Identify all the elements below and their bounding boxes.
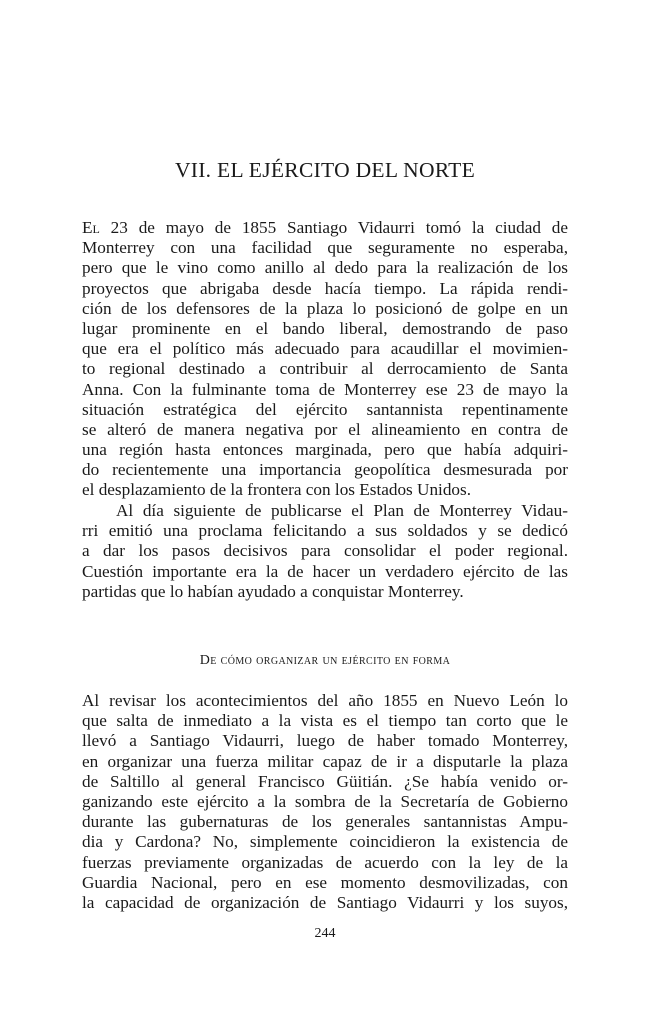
text-line: dia y Cardona? No, simplemente coincidieron la existencia de bbox=[82, 832, 568, 852]
text-line: a dar los pasos decisivos para consolidar el poder regional. bbox=[82, 541, 568, 561]
text-line: ción de los defensores de la plaza lo posicionó de golpe en un bbox=[82, 298, 568, 318]
text-line: fuerzas previamente organizadas de acuerdo con la ley de la bbox=[82, 852, 568, 872]
paragraph-2 bbox=[82, 501, 568, 602]
text-line: to regional destinado a contribuir al derrocamiento de Santa bbox=[82, 359, 568, 379]
text-line: Guardia Nacional, pero en ese momento desmovilizadas, con bbox=[82, 872, 568, 892]
text-line: situación estratégica del ejército santannista repentinamente bbox=[82, 399, 568, 419]
text-line: pero que le vino como anillo al dedo para la realización de los bbox=[82, 258, 568, 278]
text-line: Monterrey con una facilidad que seguramente no esperaba, bbox=[82, 238, 568, 258]
page-number: 244 bbox=[314, 926, 336, 941]
text-line: en organizar una fuerza militar capaz de ir a disputarle la plaza bbox=[82, 751, 568, 771]
text-line: Anna. Con la fulminante toma de Monterrey ese 23 de mayo la bbox=[82, 379, 568, 399]
text-line: partidas que lo habían ayudado a conquistar Monterrey. bbox=[82, 581, 464, 601]
text-line: llevó a Santiago Vidaurri, luego de haber tomado Monterrey, bbox=[82, 731, 568, 751]
text-line: lugar prominente en el bando liberal, demostrando de paso bbox=[82, 318, 568, 338]
chapter-title: VII. EL EJÉRCITO DEL NORTE bbox=[174, 158, 476, 182]
text-line: rri emitió una proclama felicitando a sus soldados y se dedicó bbox=[82, 521, 568, 541]
text-line: de Saltillo al general Francisco Güitián. ¿Se había venido or- bbox=[82, 771, 568, 791]
text-line: Al revisar los acontecimientos del año 1855 en Nuevo León lo bbox=[82, 691, 568, 710]
text-line: proyectos que abrigaba desde hacía tiempo. La rápida rendi- bbox=[82, 278, 568, 298]
text-line: Cuestión importante era la de hacer un verdadero ejército de las bbox=[82, 561, 568, 581]
text-line: que salta de inmediato a la vista es el tiempo tan corto que le bbox=[82, 711, 568, 731]
text-line-rest: 23 de mayo de 1855 Santiago Vidaurri tomó la ciudad de bbox=[99, 218, 568, 237]
text-line: durante las gubernaturas de los generales santannistas Ampu- bbox=[82, 812, 568, 832]
text-line: se alteró de manera negativa por el alineamiento en contra de bbox=[82, 419, 568, 439]
text-line: que era el político más adecuado para acaudillar el movimien- bbox=[82, 339, 568, 359]
section-heading: De cómo organizar un ejército en forma bbox=[199, 653, 451, 668]
text-line: la capacidad de organización de Santiago Vidaurri y los suyos, bbox=[82, 892, 568, 912]
paragraph-1 bbox=[82, 218, 568, 501]
text-line: una región hasta entonces marginada, pero que había adquiri- bbox=[82, 440, 568, 460]
paragraph-3 bbox=[82, 691, 568, 913]
drop-lead-word: El bbox=[82, 218, 100, 237]
text-line: ganizando este ejército a la sombra de la Secretaría de Gobierno bbox=[82, 791, 568, 811]
text-line bbox=[82, 218, 568, 238]
text-line: do recientemente una importancia geopolítica desmesurada por bbox=[82, 460, 568, 480]
text-line: el desplazamiento de la frontera con los Estados Unidos. bbox=[82, 480, 471, 500]
text-line: Al día siguiente de publicarse el Plan de Monterrey Vidau- bbox=[116, 501, 568, 520]
